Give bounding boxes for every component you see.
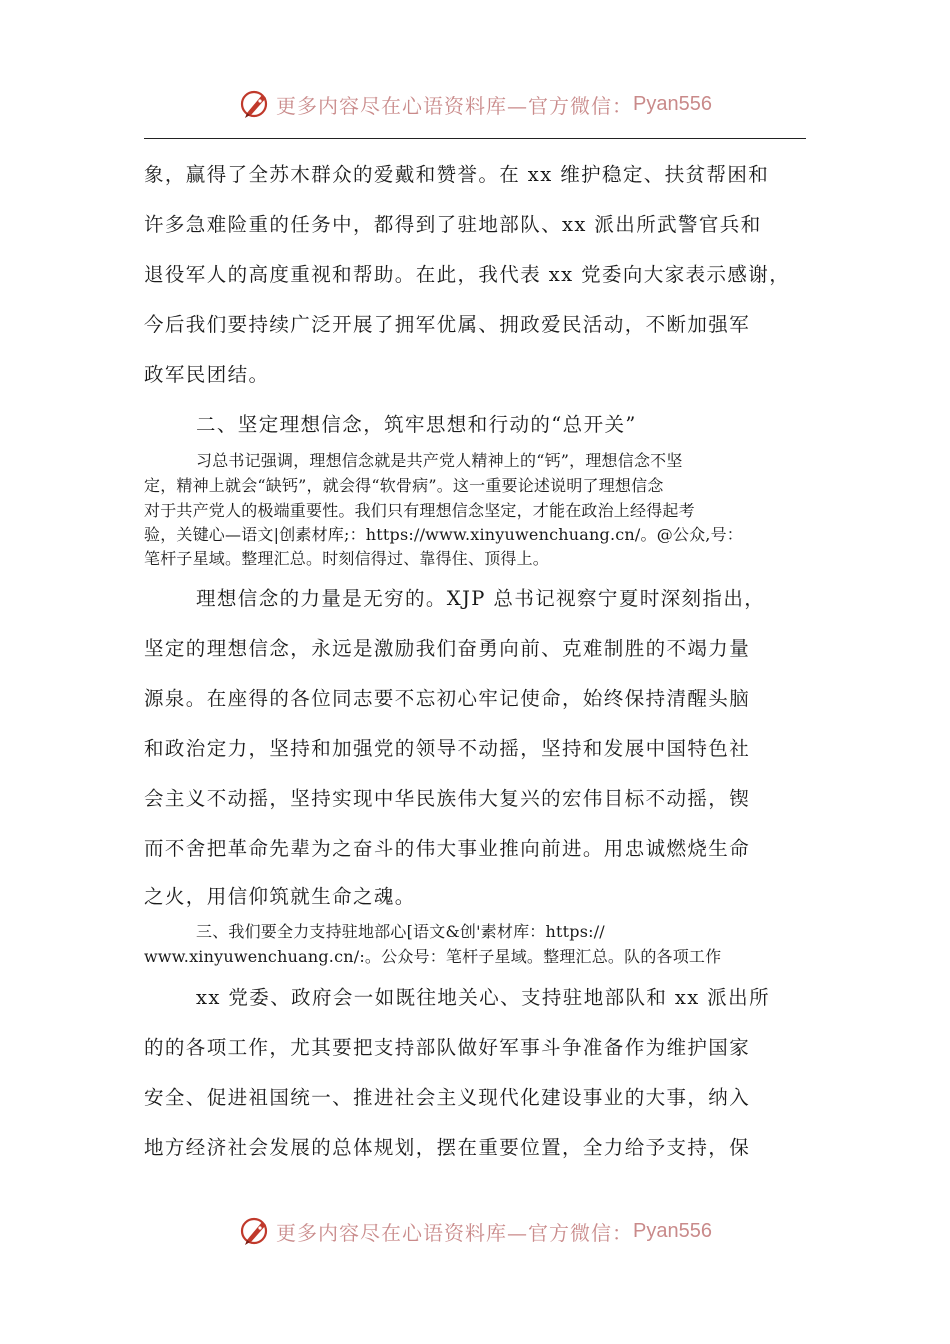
body-line: 安全、促进祖国统一、推进社会主义现代化建设事业的大事，纳入 (144, 1086, 751, 1109)
body-line: 和政治定力，坚持和加强党的领导不动摇，坚持和发展中国特色社 (144, 737, 751, 760)
body-line: 象，赢得了全苏木群众的爱戴和赞誉。在 xx 维护稳定、扶贫帮困和 (144, 163, 770, 186)
body-line: 退役军人的高度重视和帮助。在此，我代表 xx 党委向大家表示感谢， (144, 263, 791, 286)
pen-logo-icon (238, 1214, 272, 1248)
body-line: 对于共产党人的极端重要性。我们只有理想信念坚定，才能在政治上经得起考 (144, 501, 695, 520)
body-line: 笔杆子星域。整理汇总。时刻信得过、靠得住、顶得上。 (144, 549, 550, 568)
body-line: 习总书记强调，理想信念就是共产党人精神上的“钙”，理想信念不坚 (196, 451, 683, 470)
body-line: 今后我们要持续广泛开展了拥军优属、拥政爱民活动，不断加强军 (144, 313, 751, 336)
pen-logo-icon (238, 87, 272, 121)
section-heading-2: 二、坚定理想信念，筑牢思想和行动的“总开关” (196, 413, 637, 436)
body-line: 理想信念的力量是无穷的。XJP 总书记视察宁夏时深刻指出， (196, 587, 766, 610)
body-line: 会主义不动摇，坚持实现中华民族伟大复兴的宏伟目标不动摇，锲 (144, 787, 751, 810)
section-heading-3-cont: www.xinyuwenchuang.cn/:。公众号：笔杆子星域。整理汇总。队的各项工作 (144, 947, 722, 966)
footer-banner (0, 1211, 950, 1251)
body-line: 的的各项工作，尤其要把支持部队做好军事斗争准备作为维护国家 (144, 1036, 751, 1059)
body-line: 政军民团结。 (144, 363, 270, 386)
body-line: 之火，用信仰筑就生命之魂。 (144, 885, 416, 908)
footer-banner-text: 更多内容尽在心语资料库—官方微信： (276, 1220, 634, 1245)
body-line: 定，精神上就会“缺钙”，就会得“软骨病”。这一重要论述说明了理想信念 (144, 476, 664, 495)
body-line: 而不舍把革命先辈为之奋斗的伟大事业推向前进。用忠诚燃烧生命 (144, 837, 751, 860)
header-banner-text: 更多内容尽在心语资料库—官方微信： (276, 93, 634, 118)
header-banner (0, 84, 950, 124)
body-line: 源泉。在座得的各位同志要不忘初心牢记使命，始终保持清醒头脑 (144, 687, 751, 710)
body-line: 许多急难险重的任务中，都得到了驻地部队、xx 派出所武警官兵和 (144, 213, 762, 236)
body-line: 地方经济社会发展的总体规划，摆在重要位置，全力给予支持，保 (144, 1136, 751, 1159)
section-heading-3: 三、我们要全力支持驻地部心[语文&创'素材库：https:// (196, 922, 605, 941)
footer-banner-wechat-id: Pyan556 (633, 1219, 712, 1242)
header-rule (144, 138, 806, 139)
body-line: xx 党委、政府会一如既往地关心、支持驻地部队和 xx 派出所 (196, 986, 770, 1009)
body-line: 坚定的理想信念，永远是激励我们奋勇向前、克难制胜的不竭力量 (144, 637, 751, 660)
header-banner-wechat-id: Pyan556 (633, 92, 712, 115)
body-line: 验，关键心—语文|创素材库;：https://www.xinyuwenchuang.cn/。@公众,号： (144, 525, 743, 544)
